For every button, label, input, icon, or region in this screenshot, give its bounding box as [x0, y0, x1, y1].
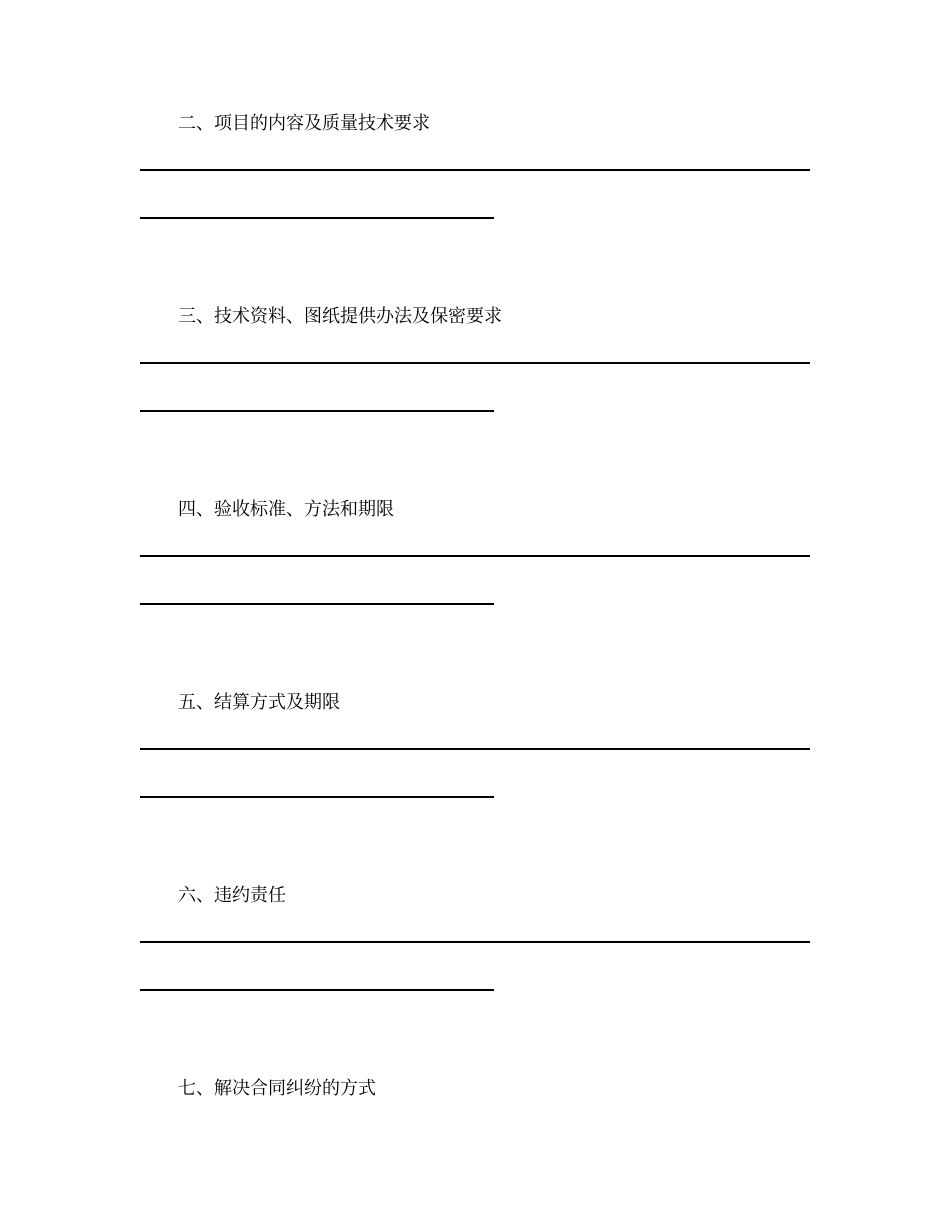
fill-in-line-4a — [140, 555, 810, 557]
section-heading-2: 二、项目的内容及质量技术要求 — [178, 113, 430, 134]
section-heading-3: 三、技术资料、图纸提供办法及保密要求 — [178, 306, 502, 327]
fill-in-line-6b — [140, 989, 494, 991]
fill-in-line-5b — [140, 796, 494, 798]
fill-in-line-4b — [140, 603, 494, 605]
fill-in-line-6a — [140, 941, 810, 943]
fill-in-line-5a — [140, 748, 810, 750]
fill-in-line-2a — [140, 169, 810, 171]
section-heading-6: 六、违约责任 — [178, 885, 286, 906]
section-heading-4: 四、验收标准、方法和期限 — [178, 499, 394, 520]
fill-in-line-2b — [140, 217, 494, 219]
section-heading-5: 五、结算方式及期限 — [178, 692, 340, 713]
fill-in-line-3a — [140, 362, 810, 364]
fill-in-line-3b — [140, 410, 494, 412]
section-heading-7: 七、解决合同纠纷的方式 — [178, 1078, 376, 1099]
